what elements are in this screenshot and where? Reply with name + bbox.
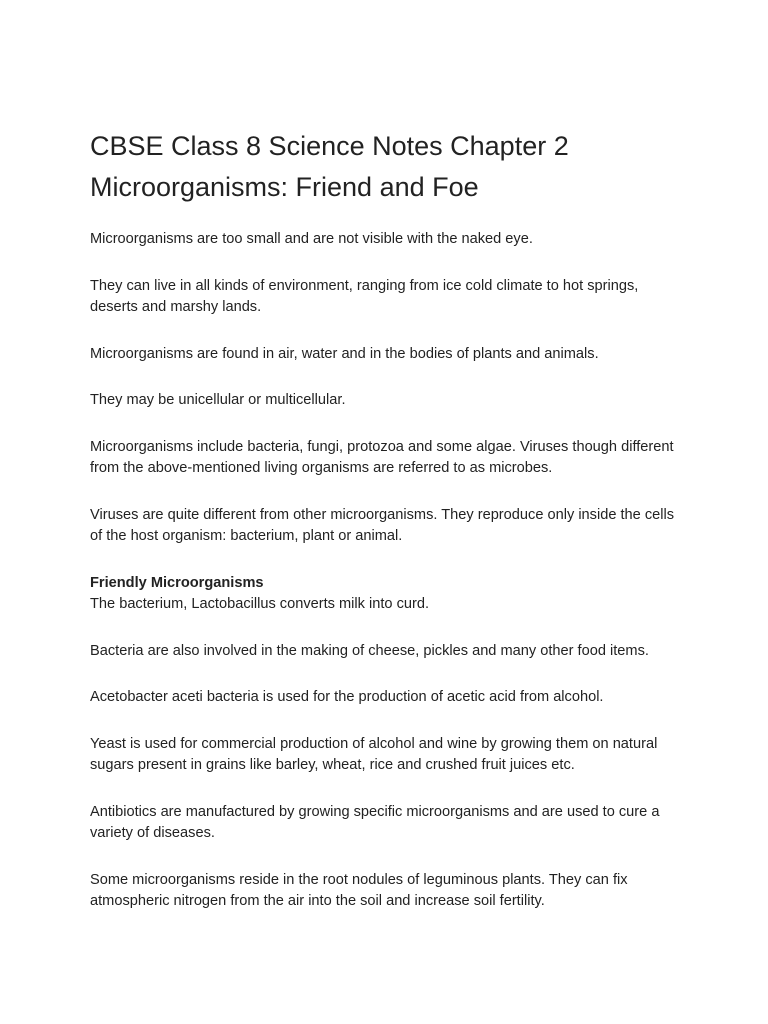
paragraph: They can live in all kinds of environment, ranging from ice cold climate to hot springs, deserts and marshy lands. bbox=[90, 277, 639, 315]
paragraph: Antibiotics are manufactured by growing specific microorganisms and are used to cure a variety of diseases. bbox=[90, 803, 660, 841]
paragraph: Viruses are quite different from other microorganisms. They reproduce only inside the cells of the host organism: bacterium, plant or animal. bbox=[90, 506, 675, 544]
page-title bbox=[90, 126, 680, 208]
paragraph: Acetobacter aceti bacteria is used for the production of acetic acid from alcohol. bbox=[90, 689, 604, 705]
section-block bbox=[90, 573, 680, 616]
section-heading: Friendly Microorganisms bbox=[90, 574, 264, 591]
paragraph: Microorganisms are too small and are not visible with the naked eye. bbox=[90, 231, 533, 247]
paragraph: Microorganisms include bacteria, fungi, protozoa and some algae. Viruses though different from the above-mentioned living organisms are referred to as microbes. bbox=[90, 438, 674, 476]
paragraph: Microorganisms are found in air, water and in the bodies of plants and animals. bbox=[90, 345, 599, 362]
paragraph: Some microorganisms reside in the root nodules of leguminous plants. They can fix atmospheric nitrogen from the air into the soil and increase soil fertility. bbox=[90, 871, 628, 909]
document-body bbox=[90, 229, 680, 913]
title-line-2: Microorganisms: Friend and Foe bbox=[90, 172, 479, 202]
document-page bbox=[90, 126, 680, 938]
paragraph: They may be unicellular or multicellular. bbox=[90, 392, 346, 408]
paragraph: The bacterium, Lactobacillus converts milk into curd. bbox=[90, 596, 430, 612]
paragraph: Bacteria are also involved in the making of cheese, pickles and many other food items. bbox=[90, 642, 649, 659]
paragraph: Yeast is used for commercial production of alcohol and wine by growing them on natural sugars present in grains like barley, wheat, rice and crushed fruit juices etc. bbox=[90, 735, 658, 773]
title-line-1: CBSE Class 8 Science Notes Chapter 2 bbox=[90, 131, 569, 161]
